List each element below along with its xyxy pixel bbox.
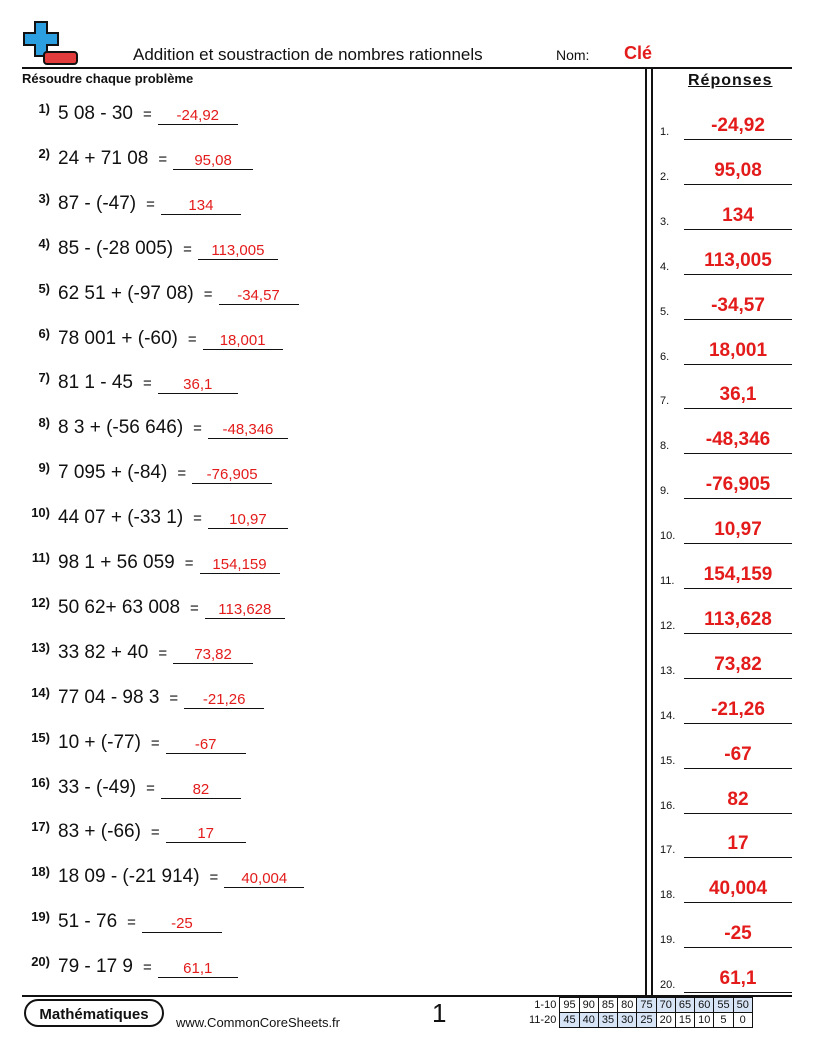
answer-key-value[interactable]: -76,905 — [684, 474, 792, 499]
answer-blank[interactable]: -34,57 — [219, 287, 299, 305]
score-cell: 65 — [675, 998, 694, 1013]
score-cell: 10 — [695, 1013, 714, 1028]
column-divider — [651, 69, 653, 996]
score-cell: 70 — [656, 998, 675, 1013]
answer-key-number: 4. — [660, 260, 670, 273]
equals-sign: = — [158, 150, 168, 168]
answer-key-number: 17. — [660, 844, 676, 857]
problem-number: 17) — [31, 819, 50, 835]
problem-number: 1) — [38, 101, 50, 116]
problem-number: 16) — [31, 774, 50, 790]
answer-key-number: 6. — [660, 350, 670, 363]
equals-sign: = — [193, 510, 202, 528]
score-cell: 20 — [656, 1013, 675, 1028]
score-cell: 75 — [637, 998, 656, 1013]
answer-key-row — [660, 371, 792, 411]
answer-key-row — [660, 461, 792, 501]
answer-key-row — [660, 282, 792, 322]
problem-expression: 78 001 + (-60) — [58, 327, 178, 349]
answer-key-row — [660, 910, 792, 950]
problem-expression-line — [58, 552, 280, 574]
answer-key-number: 16. — [660, 799, 676, 812]
answer-blank[interactable]: -25 — [142, 915, 222, 933]
page-number: 1 — [432, 998, 447, 1028]
problem-expression: 5 08 - 30 — [58, 103, 133, 124]
answer-key-number: 2. — [660, 170, 670, 183]
equals-sign: = — [193, 420, 202, 438]
problem-expression-line — [58, 238, 278, 260]
answer-key-row — [660, 865, 792, 905]
equals-sign: = — [143, 106, 152, 123]
answer-blank[interactable]: 134 — [161, 197, 241, 215]
score-cell: 35 — [598, 1013, 617, 1028]
equals-sign: = — [209, 869, 219, 887]
name-value: Clé — [624, 43, 653, 63]
problem-number: 9) — [38, 460, 50, 476]
worksheet-title: Addition et soustraction de nombres rationnels — [133, 45, 483, 64]
equals-sign: = — [127, 914, 136, 932]
problem-expression-line — [58, 328, 283, 350]
problem-number: 10) — [31, 505, 50, 521]
problem-expression-line — [58, 821, 246, 843]
score-cell: 60 — [695, 998, 714, 1013]
answer-blank[interactable]: 113,005 — [198, 242, 278, 260]
problem-number: 7) — [38, 370, 50, 386]
answer-key-row — [660, 955, 792, 995]
answer-key-value[interactable]: 95,08 — [684, 160, 792, 185]
problem-number: 11) — [31, 550, 50, 565]
problem-number: 5) — [38, 280, 50, 296]
answer-key-row — [660, 686, 792, 726]
answer-key-value[interactable]: 113,005 — [684, 250, 792, 275]
answer-key-number: 20. — [660, 979, 676, 992]
answer-blank[interactable]: 82 — [161, 781, 241, 799]
problem-expression-line — [58, 507, 288, 529]
answer-key-number: 19. — [660, 934, 676, 947]
answer-key-row — [660, 776, 792, 816]
answer-key-value[interactable]: 113,628 — [684, 609, 792, 634]
answer-key-number: 10. — [660, 530, 676, 543]
answer-key-value[interactable]: 154,159 — [684, 564, 792, 589]
problem-number: 15) — [31, 729, 50, 745]
problem-expression: 50 62+ 63 008 — [58, 596, 181, 618]
problem-expression: 10 + (-77) — [58, 731, 141, 753]
problem-expression-line — [58, 732, 246, 754]
answer-key-number: 12. — [660, 619, 676, 632]
equals-sign: = — [187, 330, 197, 348]
problem-expression-line — [58, 597, 285, 619]
header-divider — [22, 67, 792, 69]
answer-blank[interactable]: 18,001 — [203, 332, 283, 350]
problem-expression-line — [58, 103, 238, 125]
score-cell: 85 — [598, 998, 617, 1013]
score-cell: 30 — [618, 1013, 637, 1028]
equals-sign: = — [146, 779, 155, 797]
subject-badge: Mathématiques — [24, 999, 164, 1027]
problem-number: 6) — [38, 325, 50, 341]
answer-blank[interactable]: 154,159 — [200, 556, 280, 574]
equals-sign: = — [169, 689, 179, 707]
answer-blank[interactable]: 73,82 — [173, 646, 253, 664]
answer-key-number: 14. — [660, 709, 676, 722]
answer-key-value[interactable]: -67 — [684, 744, 792, 769]
problem-expression: 51 - 76 — [58, 911, 118, 933]
problem-expression: 98 1 + 56 059 — [58, 552, 175, 573]
answer-key-value[interactable]: -48,346 — [684, 429, 792, 454]
problem-expression-line — [58, 148, 253, 170]
score-range-label: 1-10 — [534, 999, 557, 1011]
equals-sign: = — [203, 285, 213, 303]
answer-key-number: 15. — [660, 754, 676, 767]
answer-blank[interactable]: -24,92 — [158, 107, 238, 125]
answer-key-number: 7. — [660, 395, 670, 408]
answer-blank[interactable]: 113,628 — [205, 601, 285, 619]
answer-key-value[interactable]: 17 — [684, 833, 792, 858]
problem-expression-line — [58, 956, 238, 978]
score-cell: 80 — [618, 998, 637, 1013]
answer-key-row — [660, 641, 792, 681]
answer-key-value[interactable]: 73,82 — [684, 654, 792, 679]
answer-key-number: 3. — [660, 215, 670, 228]
answer-key-row — [660, 551, 792, 591]
answer-blank[interactable]: 61,1 — [158, 960, 238, 978]
answer-blank[interactable]: -67 — [166, 736, 246, 754]
answer-key-row — [660, 327, 792, 367]
score-cell: 95 — [560, 998, 579, 1013]
answer-key-number: 8. — [660, 440, 670, 453]
problem-expression-line — [58, 283, 299, 305]
answer-key-row — [660, 416, 792, 456]
answer-key-value[interactable]: -34,57 — [684, 295, 792, 320]
answer-blank[interactable]: 10,97 — [208, 511, 288, 529]
problem-number: 13) — [31, 639, 50, 655]
answer-blank[interactable]: -21,26 — [184, 691, 264, 709]
problem-expression-line — [58, 642, 253, 664]
answer-key-value[interactable]: 40,004 — [684, 878, 792, 903]
equals-sign: = — [184, 555, 194, 572]
equals-sign: = — [143, 959, 152, 977]
equals-sign: = — [143, 375, 152, 393]
score-cell: 0 — [733, 1013, 752, 1028]
score-row — [526, 1013, 752, 1028]
answer-key-number: 18. — [660, 889, 676, 902]
answer-key-row — [660, 596, 792, 636]
answer-key-number: 9. — [660, 485, 670, 498]
answer-key-number: 11. — [660, 575, 675, 587]
answer-key-value[interactable]: 61,1 — [684, 968, 792, 993]
answer-key-value[interactable]: 36,1 — [684, 384, 792, 409]
problem-number: 12) — [31, 594, 50, 610]
problem-number: 4) — [38, 235, 50, 251]
problem-number: 8) — [38, 415, 50, 431]
instructions: Résoudre chaque problème — [22, 71, 194, 86]
answer-key-value[interactable]: -24,92 — [684, 115, 792, 140]
column-divider — [645, 69, 647, 996]
equals-sign: = — [158, 644, 168, 662]
score-range-label: 11-20 — [529, 1014, 557, 1026]
problem-expression: 8 3 + (-56 646) — [58, 417, 184, 439]
problem-expression-line — [58, 462, 272, 484]
answer-blank[interactable]: 36,1 — [158, 376, 238, 394]
answer-key-number: 13. — [660, 664, 676, 677]
problem-number: 2) — [38, 145, 50, 161]
answer-blank[interactable]: 40,004 — [224, 870, 304, 888]
score-table — [526, 997, 753, 1028]
answer-key-value[interactable]: -25 — [684, 923, 792, 948]
plus-minus-logo-icon — [22, 20, 80, 68]
problem-number: 19) — [31, 909, 50, 925]
score-cell: 5 — [714, 1013, 733, 1028]
problem-expression: 44 07 + (-33 1) — [58, 507, 184, 529]
name-label: Nom: — [556, 47, 590, 63]
answer-key-row — [660, 820, 792, 860]
answer-key-row — [660, 192, 792, 232]
score-cell: 25 — [637, 1013, 656, 1028]
problem-expression-line — [58, 866, 304, 888]
problem-expression: 33 - (-49) — [58, 776, 137, 798]
score-cell: 40 — [579, 1013, 598, 1028]
answer-key-value[interactable]: 82 — [684, 789, 792, 814]
answer-blank[interactable]: 17 — [166, 825, 246, 843]
score-cell: 90 — [579, 998, 598, 1013]
score-cell: 50 — [733, 998, 752, 1013]
problem-expression-line — [58, 417, 288, 439]
answer-blank[interactable]: -76,905 — [192, 466, 272, 484]
answer-key-value[interactable]: 18,001 — [684, 340, 792, 365]
answer-key-value[interactable]: 10,97 — [684, 519, 792, 544]
problem-expression: 85 - (-28 005) — [58, 237, 174, 259]
problem-expression: 18 09 - (-21 914) — [58, 866, 200, 888]
answer-key-value[interactable]: 134 — [684, 205, 792, 230]
equals-sign: = — [150, 734, 160, 752]
answer-key-row — [660, 731, 792, 771]
equals-sign: = — [146, 195, 155, 213]
problem-expression: 33 82 + 40 — [58, 641, 149, 663]
website-link[interactable]: www.CommonCoreSheets.fr — [176, 1015, 340, 1030]
score-row — [526, 998, 752, 1013]
problem-expression-line — [58, 372, 238, 394]
answers-title: Réponses — [688, 72, 773, 89]
problem-expression-line — [58, 777, 241, 799]
score-cell: 15 — [675, 1013, 694, 1028]
problem-number: 18) — [31, 864, 50, 880]
answer-blank[interactable]: -48,346 — [208, 421, 288, 439]
problem-expression: 81 1 - 45 — [58, 372, 133, 394]
answer-blank[interactable]: 95,08 — [173, 152, 253, 170]
problem-expression: 83 + (-66) — [58, 821, 141, 843]
problem-expression: 87 - (-47) — [58, 192, 137, 214]
problem-expression: 7 095 + (-84) — [58, 462, 168, 484]
equals-sign: = — [177, 465, 187, 483]
problem-number: 3) — [38, 190, 50, 206]
answer-key-number: 1. — [660, 126, 670, 138]
score-cell: 45 — [560, 1013, 579, 1028]
problem-expression: 24 + 71 08 — [58, 147, 149, 169]
answer-key-value[interactable]: -21,26 — [684, 699, 792, 724]
problem-expression-line — [58, 911, 222, 933]
problem-expression: 77 04 - 98 3 — [58, 686, 160, 708]
problem-expression: 79 - 17 9 — [58, 956, 133, 978]
problem-number: 14) — [31, 684, 50, 700]
equals-sign: = — [183, 240, 192, 258]
equals-sign: = — [150, 824, 160, 842]
problem-expression-line — [58, 193, 241, 215]
answer-key-row — [660, 147, 792, 187]
answer-key-row — [660, 237, 792, 277]
problem-number: 20) — [31, 954, 50, 970]
answer-key-number: 5. — [660, 305, 670, 318]
answer-key-row — [660, 102, 792, 142]
problem-expression: 62 51 + (-97 08) — [58, 282, 194, 304]
answer-key-row — [660, 506, 792, 546]
problem-expression-line — [58, 687, 264, 709]
score-cell: 55 — [714, 998, 733, 1013]
equals-sign: = — [190, 599, 199, 617]
